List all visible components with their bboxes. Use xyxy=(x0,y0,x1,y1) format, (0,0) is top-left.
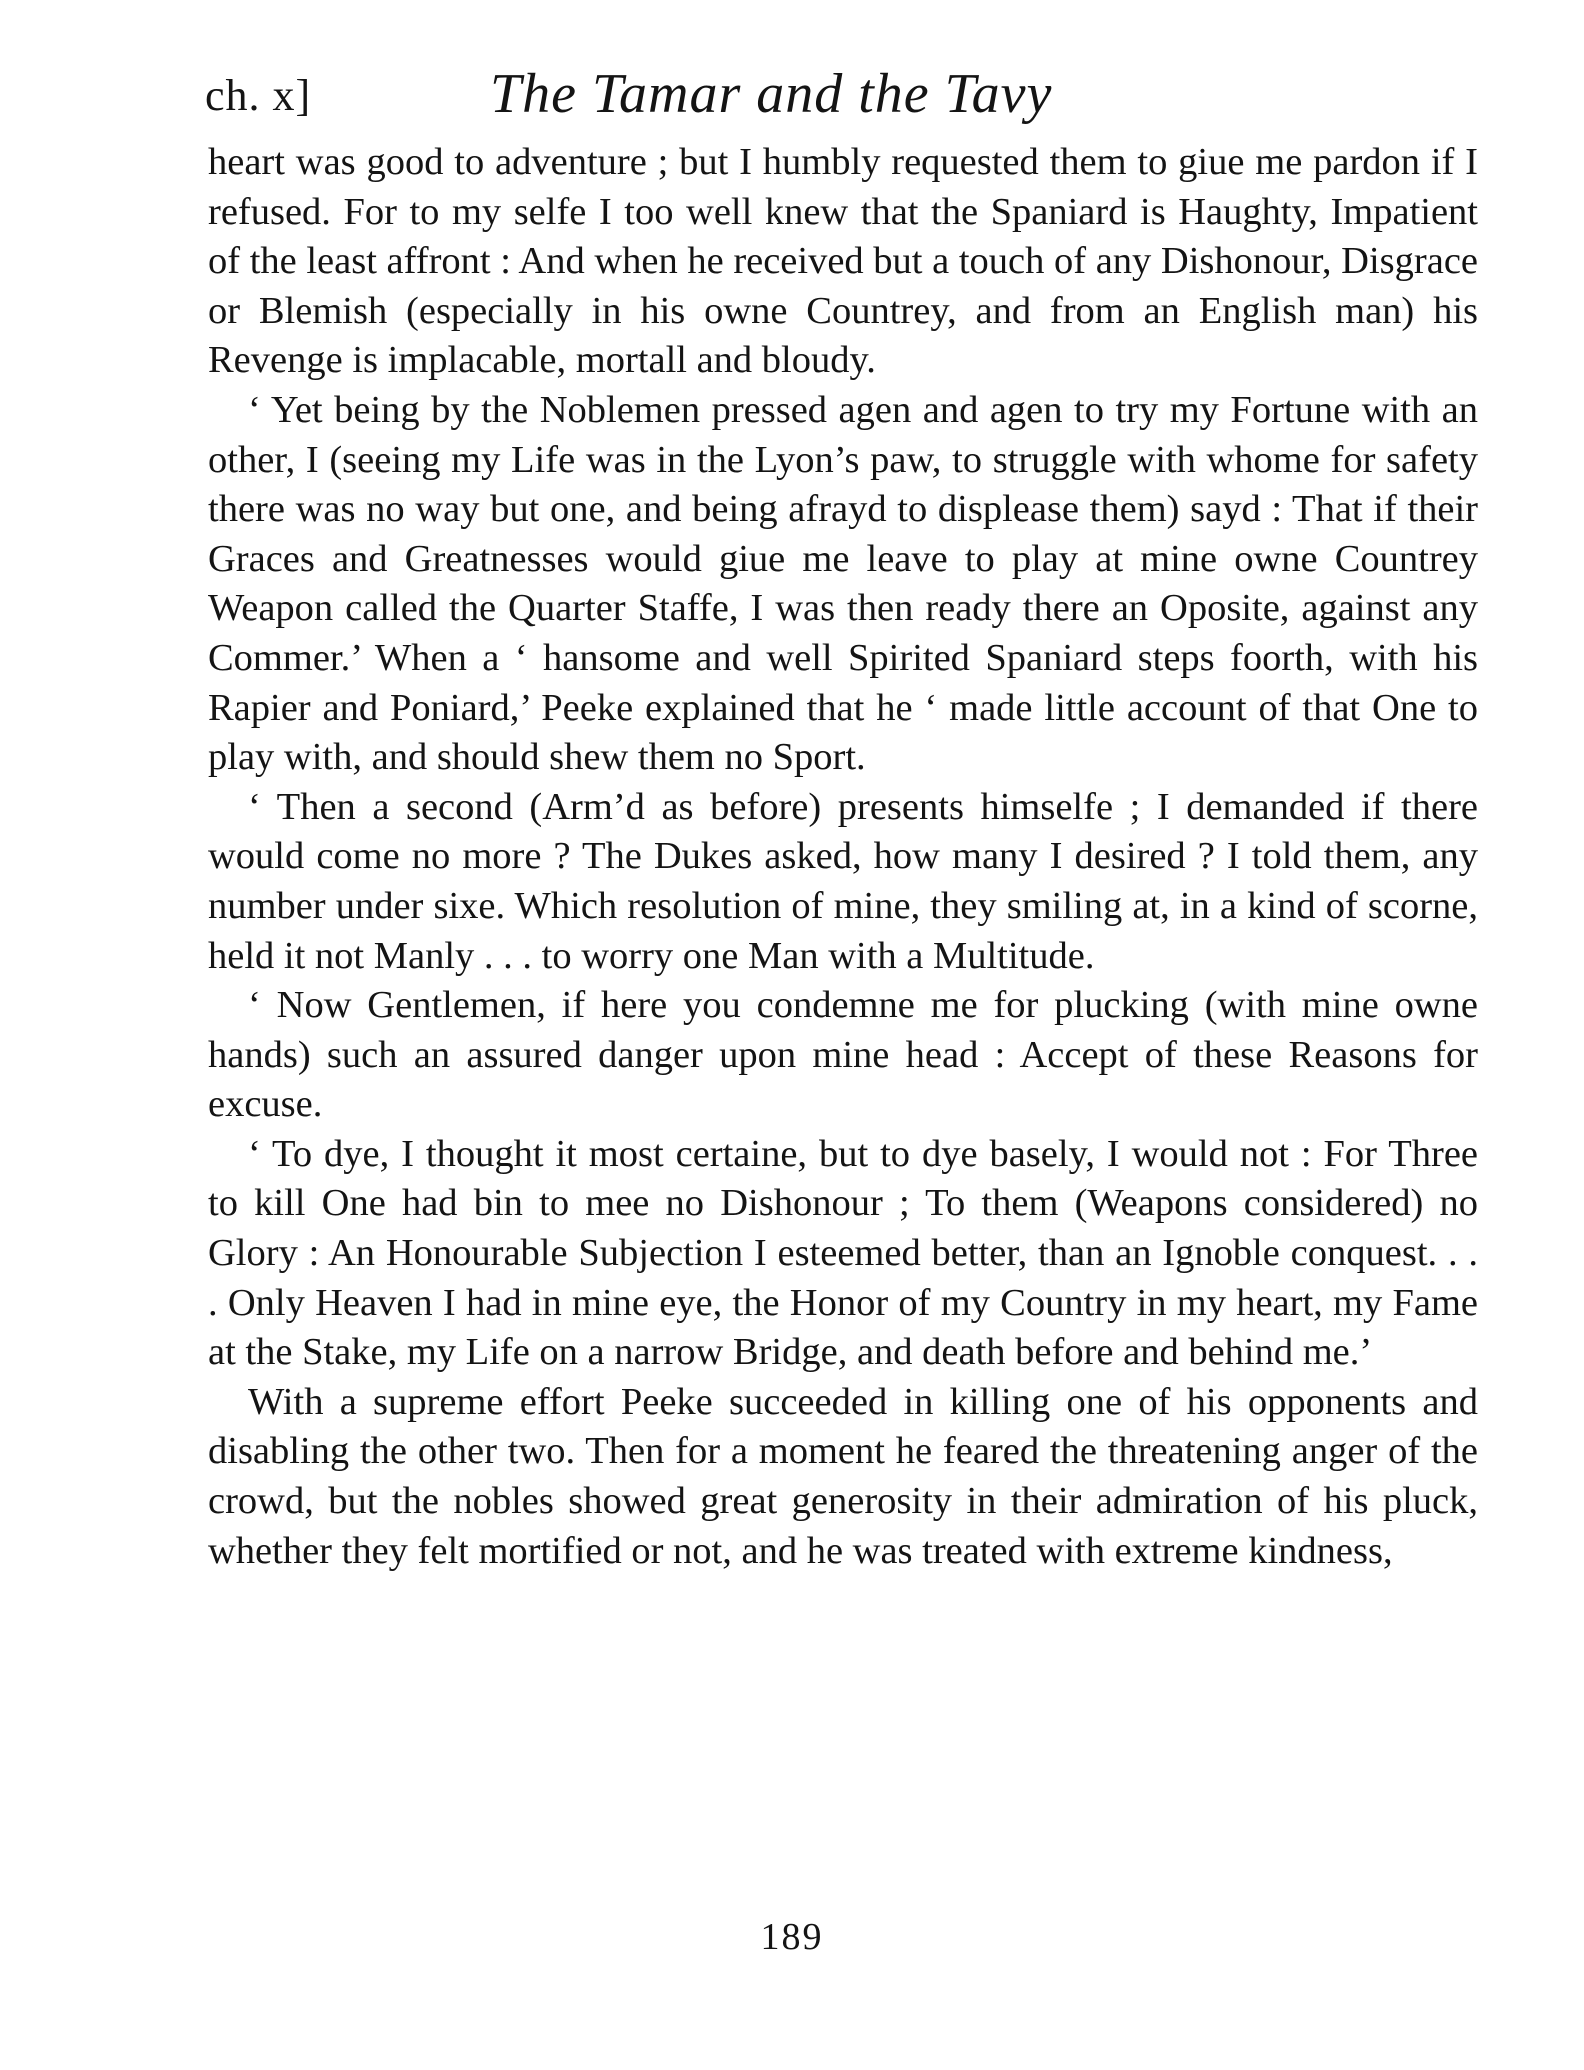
paragraph: ‘ Then a second (Arm’d as before) presents himselfe ; I demanded if there would come no more ? The Dukes asked, how many I desired ? I told them, any number under sixe. Which resolution of mine, they smiling at, in a kind of scorne, held it not Manly . . . to worry one Man with a Multitude. xyxy=(208,785,1478,977)
paragraph: ‘ To dye, I thought it most certaine, but to dye basely, I would not : For Three to kill One had bin to mee no Dishonour ; To them (Weapons considered) no Glory : An Honourable Subjection I esteemed better, than an Ignoble conquest. . . . Only Heaven I had in mine eye, the Honor of my Country in my heart, my Fame at the Stake, my Life on a narrow Bridge, and death before and behind me.’ xyxy=(208,1132,1478,1374)
running-head xyxy=(205,62,1480,142)
page-number: 189 xyxy=(760,1916,824,1958)
paragraph: With a supreme effort Peeke succeeded in killing one of his opponents and disabling the other two. Then for a moment he feared the threatening anger of the crowd, but the nobles showed great generosity in their admiration of his pluck, whether they felt mortified or not, and he was treated with extreme kindness, xyxy=(208,1380,1478,1572)
paragraph: ‘ Now Gentlemen, if here you condemne me for plucking (with mine owne hands) such an assured danger upon mine head : Accept of these Reasons for excuse. xyxy=(208,984,1478,1126)
body-text xyxy=(208,138,1478,1576)
chapter-reference: ch. x] xyxy=(205,71,312,120)
paragraph: ‘ Yet being by the Noblemen pressed agen and agen to try my Fortune with an other, I (seeing my Life was in the Lyon’s paw, to struggle with whome for safety there was no way but one, and being afrayd to displease them) sayd : That if their Graces and Greatnesses would giue me leave to play at mine owne Countrey Weapon called the Quarter Staffe, I was then ready there an Oposite, against any Commer.’ When a ‘ hansome and well Spirited Spaniard steps foorth, with his Rapier and Poniard,’ Peeke explained that he ‘ made little account of that One to play with, and should shew them no Sport. xyxy=(208,388,1478,779)
book-title: The Tamar and the Tavy xyxy=(490,63,1053,125)
paragraph: heart was good to adventure ; but I humbly requested them to giue me pardon if I refused. For to my selfe I too well knew that the Spaniard is Haughty, Impatient of the least affront : And when he received but a touch of any Dishonour, Disgrace or Blemish (especially in his owne Countrey, and from an English man) his Revenge is implacable, mortall and bloudy. xyxy=(208,141,1478,382)
